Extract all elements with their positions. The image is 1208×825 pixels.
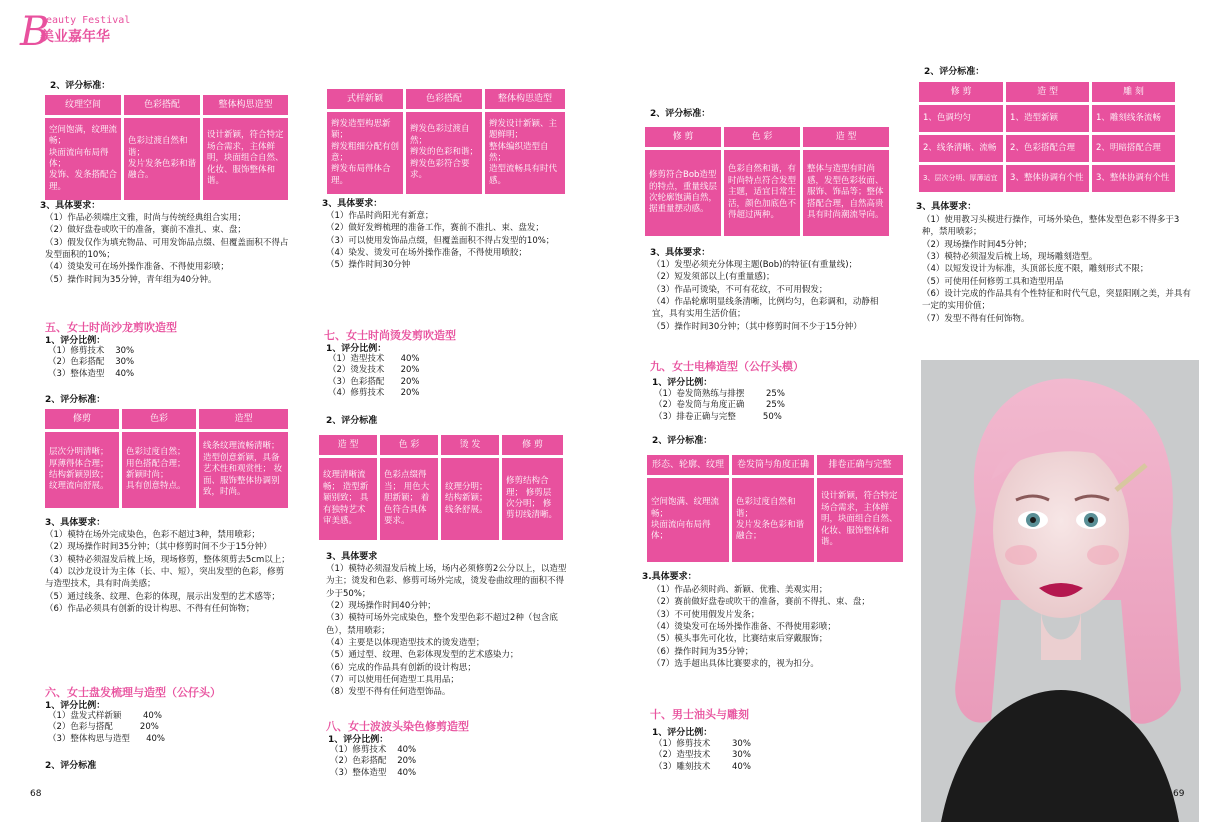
section-10-ratio: 1、评分比例： [652, 728, 713, 738]
colA-table-2 [42, 406, 291, 511]
list-item: （4）烫染发可在场外操作准备、不得使用彩喷； [652, 621, 836, 632]
list-item: （3）雕刻技术 40% [654, 761, 751, 772]
table-cell: 修剪符合Bob造型的特点，重量线层次轮廓饱满自然，据重量摆动感。 [645, 150, 721, 236]
table-header: 修 剪 [919, 82, 1003, 102]
section-8-ratio: 1、评分比例： [328, 735, 389, 745]
list-item: （5）通过型、纹理、色彩体现发型的艺术感染力； [326, 650, 519, 661]
list-item: （5）操作时间30分钟；（其中修剪时间不少于15分钟） [652, 321, 862, 332]
table-header: 卷发筒与角度正确 [732, 455, 814, 475]
list-item: （2）赛前做好盘卷或吹干的准备，赛前不得扎、束、盘； [652, 597, 870, 608]
section-8-ratio-list [330, 745, 416, 779]
list-item: （6）完成的作品具有创新的设计构思； [326, 662, 476, 673]
list-item: （4）以沙龙设计为主体（长、中、短），突出发型的色彩，修剪与造型技术，具有时尚美感； [45, 566, 285, 590]
table-header: 雕 刻 [1092, 82, 1175, 102]
list-item: （2）烫发技术 20% [328, 365, 420, 376]
list-item: （4）修剪技术 20% [328, 388, 420, 399]
logo-bottom-text: 美业嘉年华 [40, 29, 110, 45]
section-9-title: 九、女士电棒造型（公仔头模） [650, 360, 804, 373]
section-6-ratio-list [48, 711, 165, 745]
list-item: （1）模特必须湿发后梳上场，场内必须修剪2公分以上，以造型为主；烫发和色彩、修剪可场外完成，烫发卷曲纹理的面积不得少于50%； [326, 564, 567, 599]
table-cell: 设计新颖，符合特定场合需求，主体鲜明，块面组合自然、化妆、服饰整体和谐。 [203, 118, 288, 200]
section-5-req-heading: 3、具体要求： [45, 518, 106, 528]
table-cell: 设计新颖，符合特定场合需求，主体鲜明，块面组合自然、化妆、服饰整体和谐。 [817, 478, 903, 562]
table-cell: 2、色彩搭配合理 [1006, 135, 1089, 162]
list-item: （2）做好盘卷或吹干的准备，赛前不准扎、束、盘； [45, 225, 246, 236]
table-cell: 色彩过度自然和谐； 发片发条色彩和谐融合； [732, 478, 814, 562]
table-cell: 1、色调均匀 [919, 105, 1003, 132]
table-cell: 层次分明清晰； 厚薄得体合理； 结构新颖别致； 纹理流向舒展。 [45, 432, 119, 508]
colC-table-6 [644, 452, 906, 565]
section-5-std: 2、评分标准： [45, 395, 106, 405]
table-cell: 2、线条清晰、流畅 [919, 135, 1003, 162]
colC-std-heading: 2、评分标准： [650, 109, 711, 119]
list-item: （2）色彩搭配 30% [48, 357, 135, 368]
colC-req-heading: 3、具体要求： [650, 248, 711, 258]
list-item: （3）整体造型 40% [48, 368, 135, 379]
table-cell: 辫发设计新颖、主题鲜明； 整体编织造型自然； 造型流畅具有时代感。 [485, 112, 565, 194]
table-header: 修剪 [45, 409, 119, 429]
table-header: 色彩搭配 [124, 95, 200, 115]
table-cell: 纹理分明； 结构新颖； 线条舒展。 [441, 458, 499, 540]
list-item: （6）设计完成的作品具有个性特征和时代气息，突显阳刚之美，并具有一定的实用价值； [922, 288, 1191, 312]
table-header: 色 彩 [724, 127, 800, 147]
section-6-ratio: 1、评分比例： [45, 701, 106, 711]
table-cell: 1、造型新颖 [1006, 105, 1089, 132]
colB-table-3 [324, 86, 568, 197]
list-item: （1）卷发筒熟练与排摆 25% [654, 389, 785, 399]
list-item: （1）作品必须时尚、新颖、优雅、美观实用； [652, 585, 828, 595]
section-7-std: 2、评分标准 [326, 416, 378, 426]
table-cell: 空间饱满、纹理流畅； 块面流向布局得体； [647, 478, 729, 562]
table-cell: 色彩过度自然； 用色搭配合理； 新颖时尚； 具有创意特点。 [122, 432, 196, 508]
colD-table-7 [916, 79, 1178, 195]
section-5-ratio-list [48, 346, 134, 380]
list-item: （4）主要是以体现造型技术的烫发造型； [326, 637, 485, 648]
colA-std-heading: 2、评分标准： [50, 81, 111, 91]
table-cell: 3、层次分明、厚薄适宜 [919, 165, 1003, 192]
list-item: （2）现场操作时间45分钟； [922, 239, 1032, 250]
colD-std-heading: 2、评分标准： [924, 67, 985, 77]
list-item: （4）作品轮廓明显线条清晰，比例均匀，色彩调和，动静相宜，具有实用生活价值； [652, 296, 879, 320]
table-header: 色彩搭配 [406, 89, 482, 109]
section-9-ratio-list [654, 389, 785, 423]
list-item: （4）以短发设计为标准，头顶部长度不限，雕刻形式不限； [922, 264, 1149, 275]
list-item: （3）模特可场外完成染色，整个发型色彩不超过2种（包含底色），禁用喷彩； [326, 613, 558, 636]
table-header: 色彩 [122, 409, 196, 429]
section-7-ratio: 1、评分比例： [326, 344, 387, 354]
page-number-right: 69 [1173, 789, 1185, 799]
table-header: 造 型 [1006, 82, 1089, 102]
colA-req-list [45, 212, 290, 286]
list-item: （3）作品可烫染，不可有花纹，不可用假发； [652, 284, 828, 295]
table-cell: 纹理清晰流畅； 造型新颖别致； 具有独特艺术审美感。 [319, 458, 377, 540]
colB-req-list [326, 210, 569, 272]
table-cell: 色彩过渡自然和谐； 发片发条色彩和谐融合。 [124, 118, 200, 200]
section-9-std: 2、评分标准： [652, 436, 713, 446]
list-item: （3）模特必须湿发后梳上场，现场雕刻造型。 [922, 251, 1098, 262]
list-item: （1）修剪技术 30% [48, 346, 135, 356]
table-header: 色 彩 [380, 435, 438, 455]
table-header: 烫 发 [441, 435, 499, 455]
list-item: （2）现场操作时间35分钟；（其中修剪时间不少于15分钟） [45, 542, 272, 553]
list-item: （1）修剪技术 40% [330, 745, 417, 755]
colA-req-heading: 3、具体要求： [40, 201, 101, 211]
section-7-ratio-list [328, 354, 420, 400]
table-header: 造型 [199, 409, 288, 429]
colB-req-heading: 3、具体要求： [322, 199, 383, 209]
table-cell: 整体与造型有时尚感，发型色彩妆面、服饰、饰品等；整体搭配合理，自然高贵具有时尚潮流导向。 [803, 150, 889, 236]
table-cell: 辫发色彩过渡自然； 辫发的色彩和谐； 辫发色彩符合要求。 [406, 112, 482, 194]
table-cell: 线条纹理流畅清晰； 造型创意新颖，具备艺术性和观赏性； 妆面、服饰整体协调别致，时尚。 [199, 432, 288, 508]
list-item: （7）可以使用任何造型工具用品； [326, 674, 459, 685]
list-item: （4）染发、烫发可在场外操作准备，不得使用喷胶； [326, 247, 527, 258]
list-item: （1）修剪技术 30% [654, 739, 751, 749]
list-item: （2）做好发辫梳理的准备工作，赛前不准扎、束、盘发； [326, 223, 544, 234]
list-item: （3）排卷正确与完整 50% [654, 411, 782, 422]
table-header: 纹理空间 [45, 95, 121, 115]
list-item: （3）假发仅作为填充物品、可用发饰品点缀、但覆盖面积不得占发型面积的10%； [45, 237, 289, 260]
list-item: （1）使用教习头模进行操作，可场外染色，整体发型色彩不得多于3种，禁用喷彩； [922, 215, 1180, 238]
list-item: （3）色彩搭配 20% [328, 376, 420, 387]
list-item: （3）整体构思与造型 40% [48, 733, 166, 744]
colB-table-4 [316, 432, 566, 543]
list-item: （8）发型不得有任何造型饰品。 [326, 687, 451, 698]
section-8-title: 八、女士波波头染色修剪造型 [326, 720, 469, 733]
section-7-req-heading: 3、具体要求 [326, 552, 378, 562]
colD-req-heading: 3、具体要求： [916, 202, 977, 212]
table-header: 式样新颖 [327, 89, 403, 109]
list-item: （3）可以使用发饰品点缀，但覆盖面积不得占发型的10%； [326, 235, 555, 246]
section-7-title: 七、女士时尚烫发剪吹造型 [324, 329, 456, 342]
section-9-req-heading: 3.具体要求： [642, 572, 697, 582]
list-item: （2）色彩搭配 20% [330, 756, 417, 767]
list-item: （2）短发须部以上(有重量感)； [652, 272, 775, 283]
section-5-req-list [45, 529, 290, 615]
section-7-req-list [326, 563, 569, 698]
section-6-std: 2、评分标准 [45, 761, 97, 771]
page-number-left: 68 [30, 789, 42, 799]
table-header: 修 剪 [502, 435, 563, 455]
list-item: （5）可使用任何修剪工具和造型用品 [922, 276, 1064, 287]
table-header: 整体构思造型 [485, 89, 565, 109]
table-header: 形态、轮廓、纹理 [647, 455, 729, 475]
section-6-title: 六、女士盘发梳理与造型（公仔头） [45, 686, 221, 699]
list-item: （1）盘发式样新颖 40% [48, 711, 162, 721]
list-item: （2）造型技术 30% [654, 750, 751, 761]
table-header: 修 剪 [645, 127, 721, 147]
list-item: （3）整体造型 40% [330, 767, 417, 778]
colC-req-list [652, 259, 895, 333]
list-item: （1）造型技术 40% [328, 354, 420, 364]
list-item: （2）卷发筒与角度正确 25% [654, 400, 785, 411]
list-item: （5）操作时间30分钟 [326, 260, 411, 271]
list-item: （5）操作时间为35分钟，青年组为40分钟。 [45, 274, 217, 285]
list-item: （6）作品必须具有创新的设计构思、不得有任何饰物； [45, 603, 255, 614]
list-item: （7）选手超出具体比赛要求的，视为扣分。 [652, 658, 819, 669]
list-item: （5）模头事先可化妆，比赛结束后穿戴服饰； [652, 634, 828, 645]
logo-top-text: eauty Festival [46, 15, 131, 26]
colD-req-list [922, 214, 1192, 325]
section-5-ratio: 1、评分比例： [45, 336, 106, 346]
table-cell: 色彩点缀得当； 用色大胆新颖； 着色符合具体要求。 [380, 458, 438, 540]
logo-letter: B [20, 9, 50, 55]
list-item: （7）发型不得有任何饰物。 [922, 313, 1030, 324]
list-item: （3）模特必须湿发后梳上场，现场修剪，整体须剪去5cm以上； [45, 554, 290, 565]
table-cell: 1、雕刻线条流畅 [1092, 105, 1175, 132]
list-item: （1）作品必须端庄文雅，时尚与传统经典组合实用； [45, 213, 246, 223]
section-9-req-list [652, 584, 914, 670]
table-cell: 修剪结构合理； 修剪层次分明； 修剪切线清晰。 [502, 458, 563, 540]
colA-table-1 [42, 92, 291, 203]
list-item: （6）操作时间为35分钟； [652, 646, 754, 657]
table-cell: 3、整体协调有个性 [1092, 165, 1175, 192]
table-header: 整体构思造型 [203, 95, 288, 115]
list-item: （3）不可使用假发片发条； [652, 609, 760, 620]
table-cell: 色彩自然和谐，有时尚特点符合发型主题，适宜日常生活，颜色加底色不得超过两种。 [724, 150, 800, 236]
section-5-title: 五、女士时尚沙龙剪吹造型 [45, 321, 177, 334]
table-header: 造 型 [319, 435, 377, 455]
table-cell: 3、整体协调有个性 [1006, 165, 1089, 192]
table-cell: 空间饱满，纹理流畅； 块面流向布局得体； 发饰、发条搭配合理。 [45, 118, 121, 200]
table-cell: 辫发造型构思新颖； 辫发粗细分配有创意； 辫发布局得体合理。 [327, 112, 403, 194]
list-item: （2）色彩与搭配 20% [48, 722, 159, 733]
model-portrait-photo [921, 360, 1199, 822]
list-item: （1）作品时尚阳光有新意； [326, 211, 434, 221]
colC-table-5 [642, 124, 892, 239]
section-10-title: 十、男士油头与雕刻 [650, 708, 749, 721]
table-header: 排卷正确与完整 [817, 455, 903, 475]
list-item: （5）通过线条、纹理、色彩的体现，展示出发型的艺术感等； [45, 591, 280, 602]
list-item: （1）模特在场外完成染色，色彩不超过3种，禁用喷彩； [45, 530, 260, 540]
list-item: （1）发型必须充分体现主题(Bob)的特征(有重量线)； [652, 260, 858, 270]
list-item: （4）烫染发可在场外操作准备、不得使用彩喷； [45, 262, 229, 273]
section-10-ratio-list [654, 739, 751, 773]
list-item: （2）现场操作时间40分钟； [326, 600, 436, 611]
table-cell: 2、明暗搭配合理 [1092, 135, 1175, 162]
table-header: 造 型 [803, 127, 889, 147]
section-9-ratio: 1、评分比例： [652, 378, 713, 388]
